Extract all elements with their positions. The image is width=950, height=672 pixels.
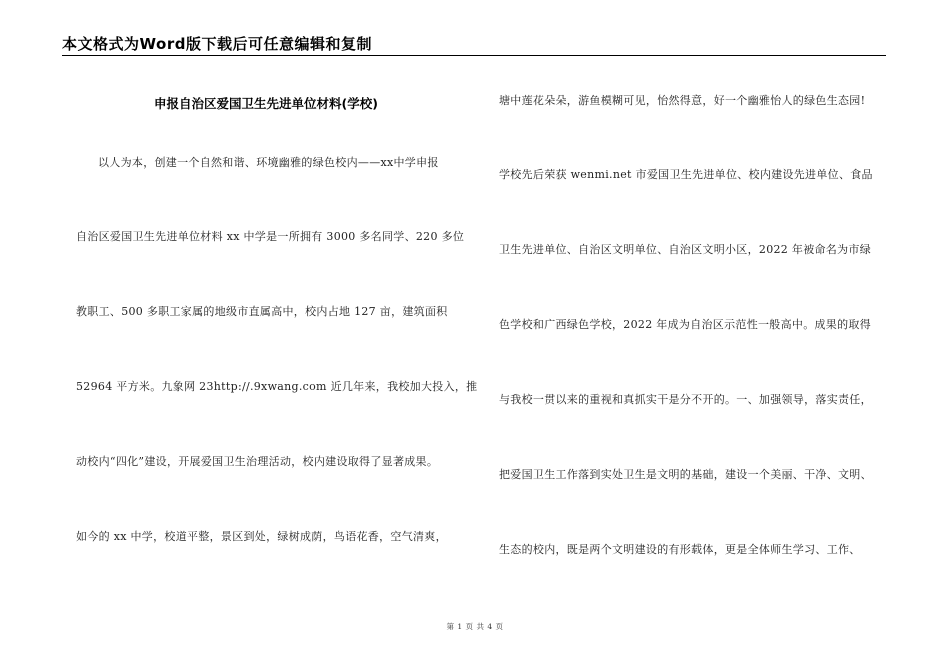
paragraph-line: 动校内“四化”建设，开展爱国卫生治理活动，校内建设取得了显著成果。: [76, 455, 439, 468]
paragraph-line: 塘中莲花朵朵，游鱼模糊可见，怡然得意，好一个幽雅怡人的绿色生态园!: [499, 94, 866, 107]
paragraph-line: 卫生先进单位、自治区文明单位、自治区文明小区，2022 年被命名为市绿: [499, 243, 871, 256]
paragraph-line: 色学校和广西绿色学校，2022 年成为自治区示范性一般高中。成果的取得: [499, 318, 871, 331]
document-header: [62, 33, 886, 56]
paragraph-line: 自治区爱国卫生先进单位材料 xx 中学是一所拥有 3000 多名同学、220 多位: [76, 230, 465, 243]
page-number: 第 1 页 共 4 页: [446, 622, 504, 631]
paragraph-line: 把爱国卫生工作落到实处卫生是文明的基础，建设一个美丽、干净、文明、: [499, 468, 872, 481]
paragraph-line: 生态的校内，既是两个文明建设的有形载体，更是全体师生学习、工作、: [499, 543, 861, 556]
paragraph-line: 与我校一贯以来的重视和真抓实干是分不开的。一、加强领导，落实责任，: [499, 393, 872, 406]
paragraph-line: 52964 平方米。九象网 23http://.9xwang.com 近几年来，我校加大投入，推: [76, 380, 478, 393]
paragraph-line: 学校先后荣获 wenmi.net 市爱国卫生先进单位、校内建设先进单位、食品: [499, 168, 873, 181]
header-text: 本文格式为Word版下载后可任意编辑和复制: [62, 35, 372, 53]
document-title: 申报自治区爱国卫生先进单位材料(学校): [154, 96, 378, 111]
paragraph-line: 以人为本，创建一个自然和谐、环境幽雅的绿色校内——xx中学申报: [98, 156, 439, 169]
paragraph-line: 教职工、500 多职工家属的地级市直属高中，校内占地 127 亩，建筑面积: [76, 305, 448, 318]
paragraph-line: 如今的 xx 中学，校道平整，景区到处，绿树成荫，鸟语花香，空气清爽，: [76, 530, 447, 543]
